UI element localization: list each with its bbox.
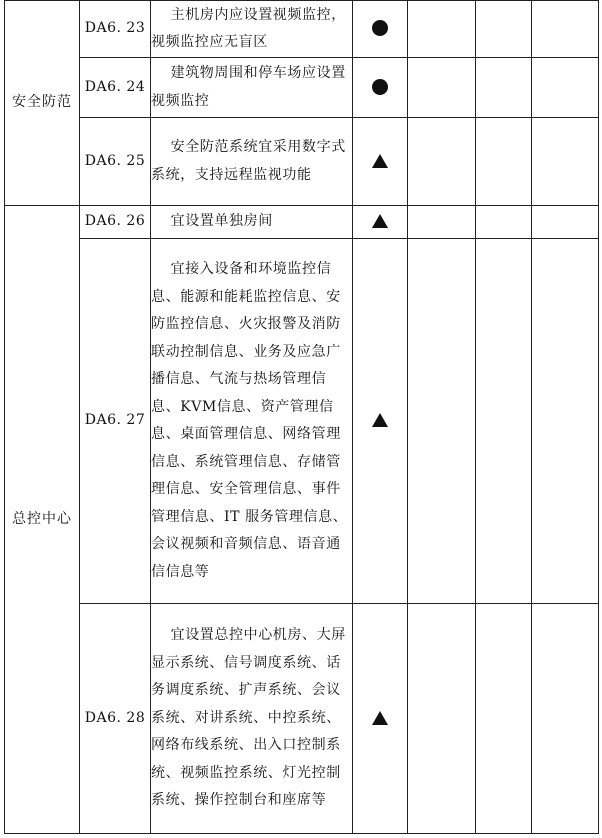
- item-description: 宜接入设备和环境监控信息、能源和能耗监控信息、安防监控信息、火灾报警及消防联动控制信息、业务及应急广播信息、气流与热场管理信息、KVM信息、资产管理信息、桌面管理信息、网络管理信息、系统管理信息、存储管理信息、安全管理信息、事件管理信息、IT 服务管理信息、会议视频和音频信息、语音通信信息等: [151, 239, 353, 604]
- filled-triangle-icon: [372, 214, 388, 228]
- table-row: [5, 58, 599, 118]
- empty-cell: [532, 206, 599, 239]
- table-row: [5, 604, 599, 834]
- item-code: DA6. 24: [80, 58, 151, 118]
- table-row: [5, 239, 599, 604]
- table-row: [5, 118, 599, 206]
- table-row: [5, 206, 599, 239]
- spec-table: [4, 0, 599, 834]
- empty-cell: [408, 1, 476, 58]
- empty-cell: [476, 58, 532, 118]
- item-description: 建筑物周围和停车场应设置视频监控: [151, 58, 353, 118]
- empty-cell: [476, 1, 532, 58]
- filled-triangle-icon: [372, 711, 388, 725]
- empty-cell: [532, 239, 599, 604]
- item-description: 主机房内应设置视频监控，视频监控应无盲区: [151, 1, 353, 58]
- filled-triangle-icon: [372, 413, 388, 427]
- category-cell: 安全防范: [5, 1, 80, 206]
- empty-cell: [408, 604, 476, 834]
- table-row: [5, 1, 599, 58]
- mark-cell: [353, 58, 408, 118]
- mark-cell: [353, 206, 408, 239]
- mark-cell: [353, 239, 408, 604]
- empty-cell: [532, 58, 599, 118]
- empty-cell: [408, 239, 476, 604]
- mark-cell: [353, 1, 408, 58]
- filled-triangle-icon: [372, 154, 388, 168]
- item-description: 宜设置单独房间: [151, 206, 353, 239]
- item-code: DA6. 27: [80, 239, 151, 604]
- empty-cell: [408, 118, 476, 206]
- empty-cell: [408, 206, 476, 239]
- item-code: DA6. 25: [80, 118, 151, 206]
- item-code: DA6. 23: [80, 1, 151, 58]
- empty-cell: [476, 206, 532, 239]
- empty-cell: [532, 118, 599, 206]
- empty-cell: [476, 118, 532, 206]
- empty-cell: [532, 1, 599, 58]
- mark-cell: [353, 118, 408, 206]
- category-cell: 总控中心: [5, 206, 80, 834]
- empty-cell: [408, 58, 476, 118]
- empty-cell: [476, 239, 532, 604]
- filled-circle-icon: [372, 79, 388, 95]
- empty-cell: [532, 604, 599, 834]
- mark-cell: [353, 604, 408, 834]
- item-description: 宜设置总控中心机房、大屏显示系统、信号调度系统、话务调度系统、扩声系统、会议系统、对讲系统、中控系统、网络布线系统、出入口控制系统、视频监控系统、灯光控制系统、操作控制台和座席等: [151, 604, 353, 834]
- item-description: 安全防范系统宜采用数字式系统，支持远程监视功能: [151, 118, 353, 206]
- empty-cell: [476, 604, 532, 834]
- item-code: DA6. 28: [80, 604, 151, 834]
- filled-circle-icon: [372, 20, 388, 36]
- item-code: DA6. 26: [80, 206, 151, 239]
